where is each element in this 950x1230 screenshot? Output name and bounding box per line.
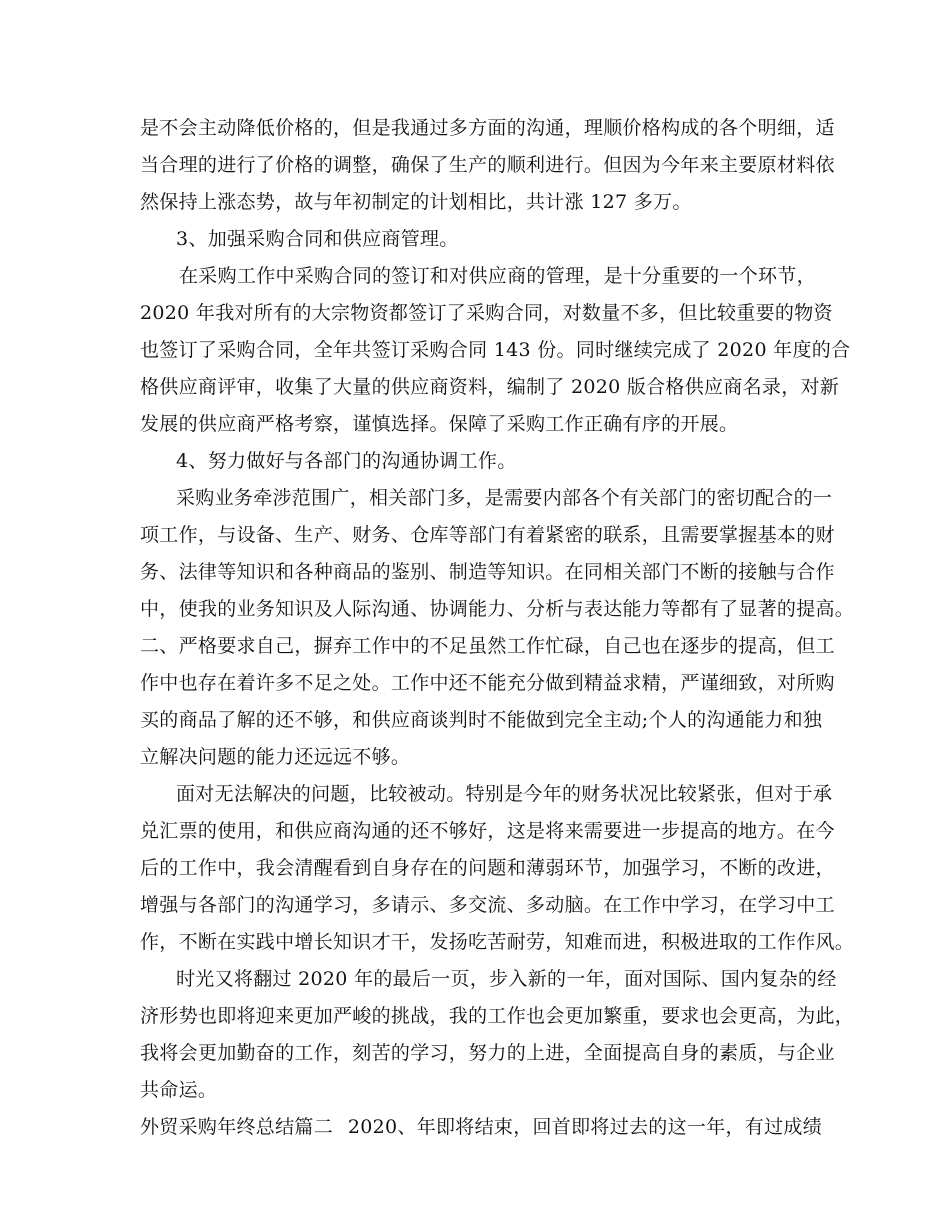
paragraph-line: 采购业务牵涉范围广，相关部门多，是需要内部各个有关部门的密切配合的一 xyxy=(176,487,833,509)
paragraph-line: 2020 年我对所有的大宗物资都签订了采购合同，对数量不多，但比较重要的物资 xyxy=(140,302,833,324)
next-section-text: 2020、年即将结束，回首即将过去的这一年，有过成绩 xyxy=(347,1116,822,1138)
paragraph-line: 二、严格要求自己，摒弃工作中的不足虽然工作忙碌，自己也在逐步的提高，但工 xyxy=(140,635,835,657)
paragraph-line: 项工作，与设备、生产、财务、仓库等部门有着紧密的联系，且需要掌握基本的财 xyxy=(140,524,835,546)
paragraph-line: 时光又将翻过 2020 年的最后一页，步入新的一年，面对国际、国内复杂的经 xyxy=(176,968,837,990)
paragraph-line: 务、法律等知识和各种商品的鉴别、制造等知识。在同相关部门不断的接触与合作 xyxy=(140,561,835,583)
paragraph-line: 在采购工作中采购合同的签订和对供应商的管理，是十分重要的一个环节， xyxy=(179,265,816,287)
section-heading: 4、努力做好与各部门的沟通协调工作。 xyxy=(176,450,517,472)
next-section-title: 外贸采购年终总结篇二 xyxy=(140,1116,334,1138)
paragraph-line: 兑汇票的使用，和供应商沟通的还不够好，这是将来需要进一步提高的地方。在今 xyxy=(140,820,835,842)
paragraph-line: 是不会主动降低价格的，但是我通过多方面的沟通，理顺价格构成的各个明细，适 xyxy=(140,117,835,139)
paragraph-line: 发展的供应商严格考察，谨慎选择。保障了采购工作正确有序的开展。 xyxy=(140,413,739,435)
paragraph-line: 当合理的进行了价格的调整，确保了生产的顺利进行。但因为今年来主要原材料依 xyxy=(140,154,835,176)
paragraph-line: 增强与各部门的沟通学习，多请示、多交流、多动脑。在工作中学习，在学习中工 xyxy=(140,894,835,916)
paragraph-line: 作，不断在实践中增长知识才干，发扬吃苦耐劳，知难而进，积极进取的工作作风。 xyxy=(140,931,855,953)
paragraph-line: 后的工作中，我会清醒看到自身存在的问题和薄弱环节，加强学习，不断的改进， xyxy=(140,857,835,879)
paragraph-line: 济形势也即将迎来更加严峻的挑战，我的工作也会更加繁重，要求也会更高，为此， xyxy=(140,1005,855,1027)
paragraph-line: 我将会更加勤奋的工作，刻苦的学习，努力的上进，全面提高自身的素质，与企业 xyxy=(140,1042,835,1064)
paragraph-line: 格供应商评审，收集了大量的供应商资料，编制了 2020 版合格供应商名录，对新 xyxy=(140,376,840,398)
paragraph-line: 面对无法解决的问题，比较被动。特别是今年的财务状况比较紧张，但对于承 xyxy=(176,783,833,805)
paragraph-line: 也签订了采购合同，全年共签订采购合同 143 份。同时继续完成了 2020 年度的合 xyxy=(140,339,851,361)
paragraph-line: 立解决问题的能力还远远不够。 xyxy=(140,746,411,768)
paragraph-line: 买的商品了解的还不够，和供应商谈判时不能做到完全主动;个人的沟通能力和独 xyxy=(140,709,823,731)
section-heading: 3、加强采购合同和供应商管理。 xyxy=(176,228,459,250)
next-section-line xyxy=(140,1109,822,1146)
paragraph-line: 然保持上涨态势，故与年初制定的计划相比，共计涨 127 多万。 xyxy=(140,191,692,213)
paragraph-line: 中，使我的业务知识及人际沟通、协调能力、分析与表达能力等都有了显著的提高。 xyxy=(140,598,855,620)
paragraph-line: 共命运。 xyxy=(140,1079,218,1101)
document-page xyxy=(140,110,855,1146)
paragraph-line: 作中也存在着许多不足之处。工作中还不能充分做到精益求精，严谨细致，对所购 xyxy=(140,672,835,694)
